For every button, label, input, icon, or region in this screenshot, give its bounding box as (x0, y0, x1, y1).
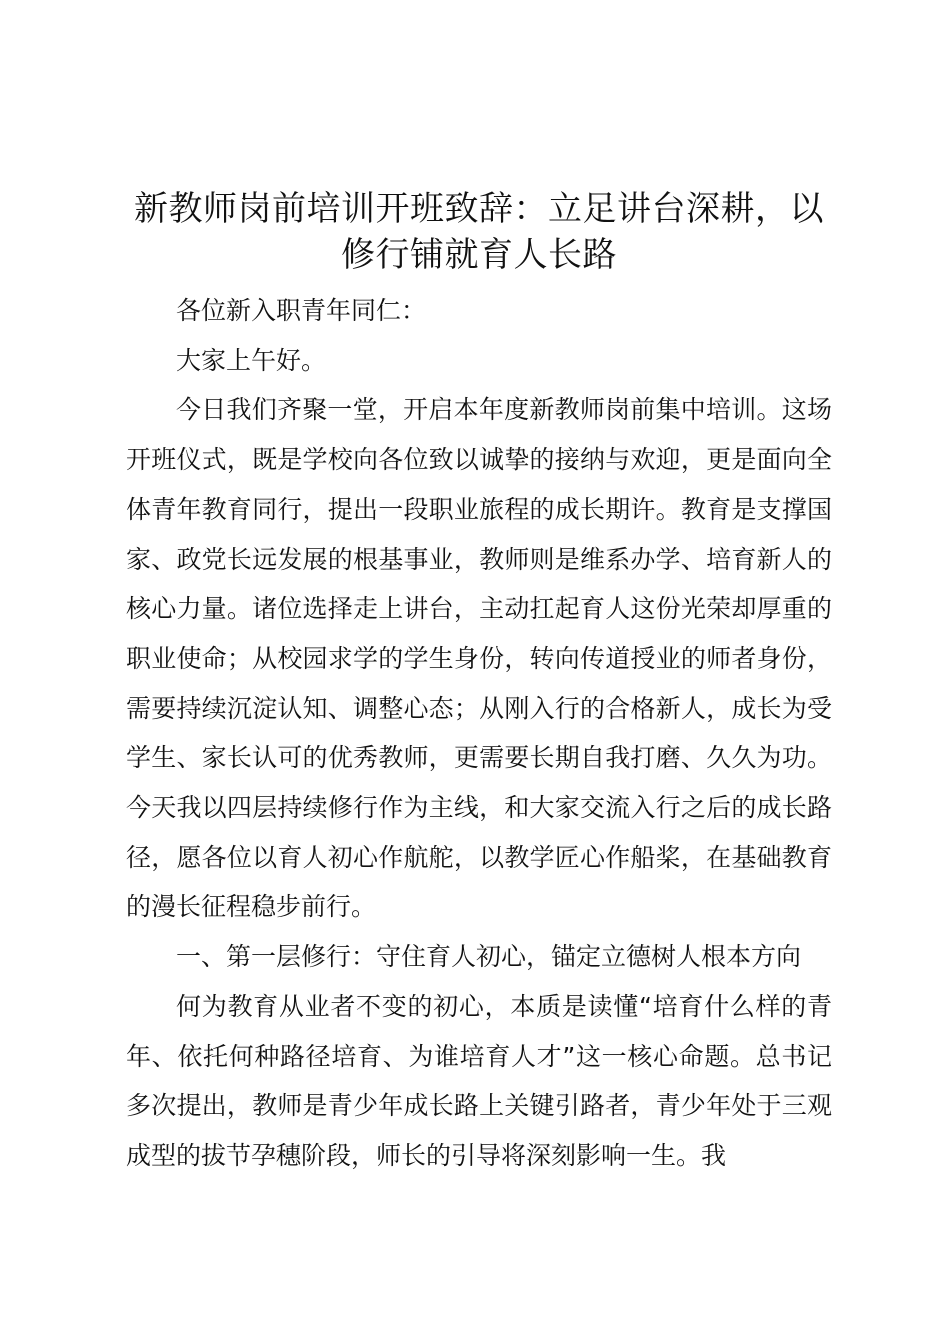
body-paragraph-2: 何为教育从业者不变的初心，本质是读懂“培育什么样的青年、依托何种路径培育、为谁培育人才”这一核心命题。总书记多次提出，教师是青少年成长路上关键引路者，青少年处于三观成型的拔节孕穗阶段，师长的引导将深刻影响一生。我 (126, 991, 832, 1170)
section-heading-1: 一、第一层修行：守住育人初心，锚定立德树人根本方向 (176, 942, 802, 972)
document-page (126, 186, 832, 1181)
salutation: 各位新入职青年同仁： (176, 296, 427, 325)
greeting: 大家上午好。 (176, 345, 327, 375)
document-title: 新教师岗前培训开班致辞：立足讲台深耕，以修行铺就育人长路 (134, 189, 824, 275)
body-paragraph-1: 今日我们齐聚一堂，开启本年度新教师岗前集中培训。这场开班仪式，既是学校向各位致以诚挚的接纳与欢迎，更是面向全体青年教育同行，提出一段职业旅程的成长期许。教育是支撑国家、政党长远发展的根基事业，教师则是维系办学、培育新人的核心力量。诸位选择走上讲台，主动扛起育人这份光荣却厚重的职业使命；从校园求学的学生身份，转向传道授业的师者身份，需要持续沉淀认知、调整心态；从刚入行的合格新人，成长为受学生、家长认可的优秀教师，更需要长期自我打磨、久久为功。今天我以四层持续修行作为主线，和大家交流入行之后的成长路径，愿各位以育人初心作航舵，以教学匠心作船桨，在基础教育的漫长征程稳步前行。 (126, 395, 832, 922)
